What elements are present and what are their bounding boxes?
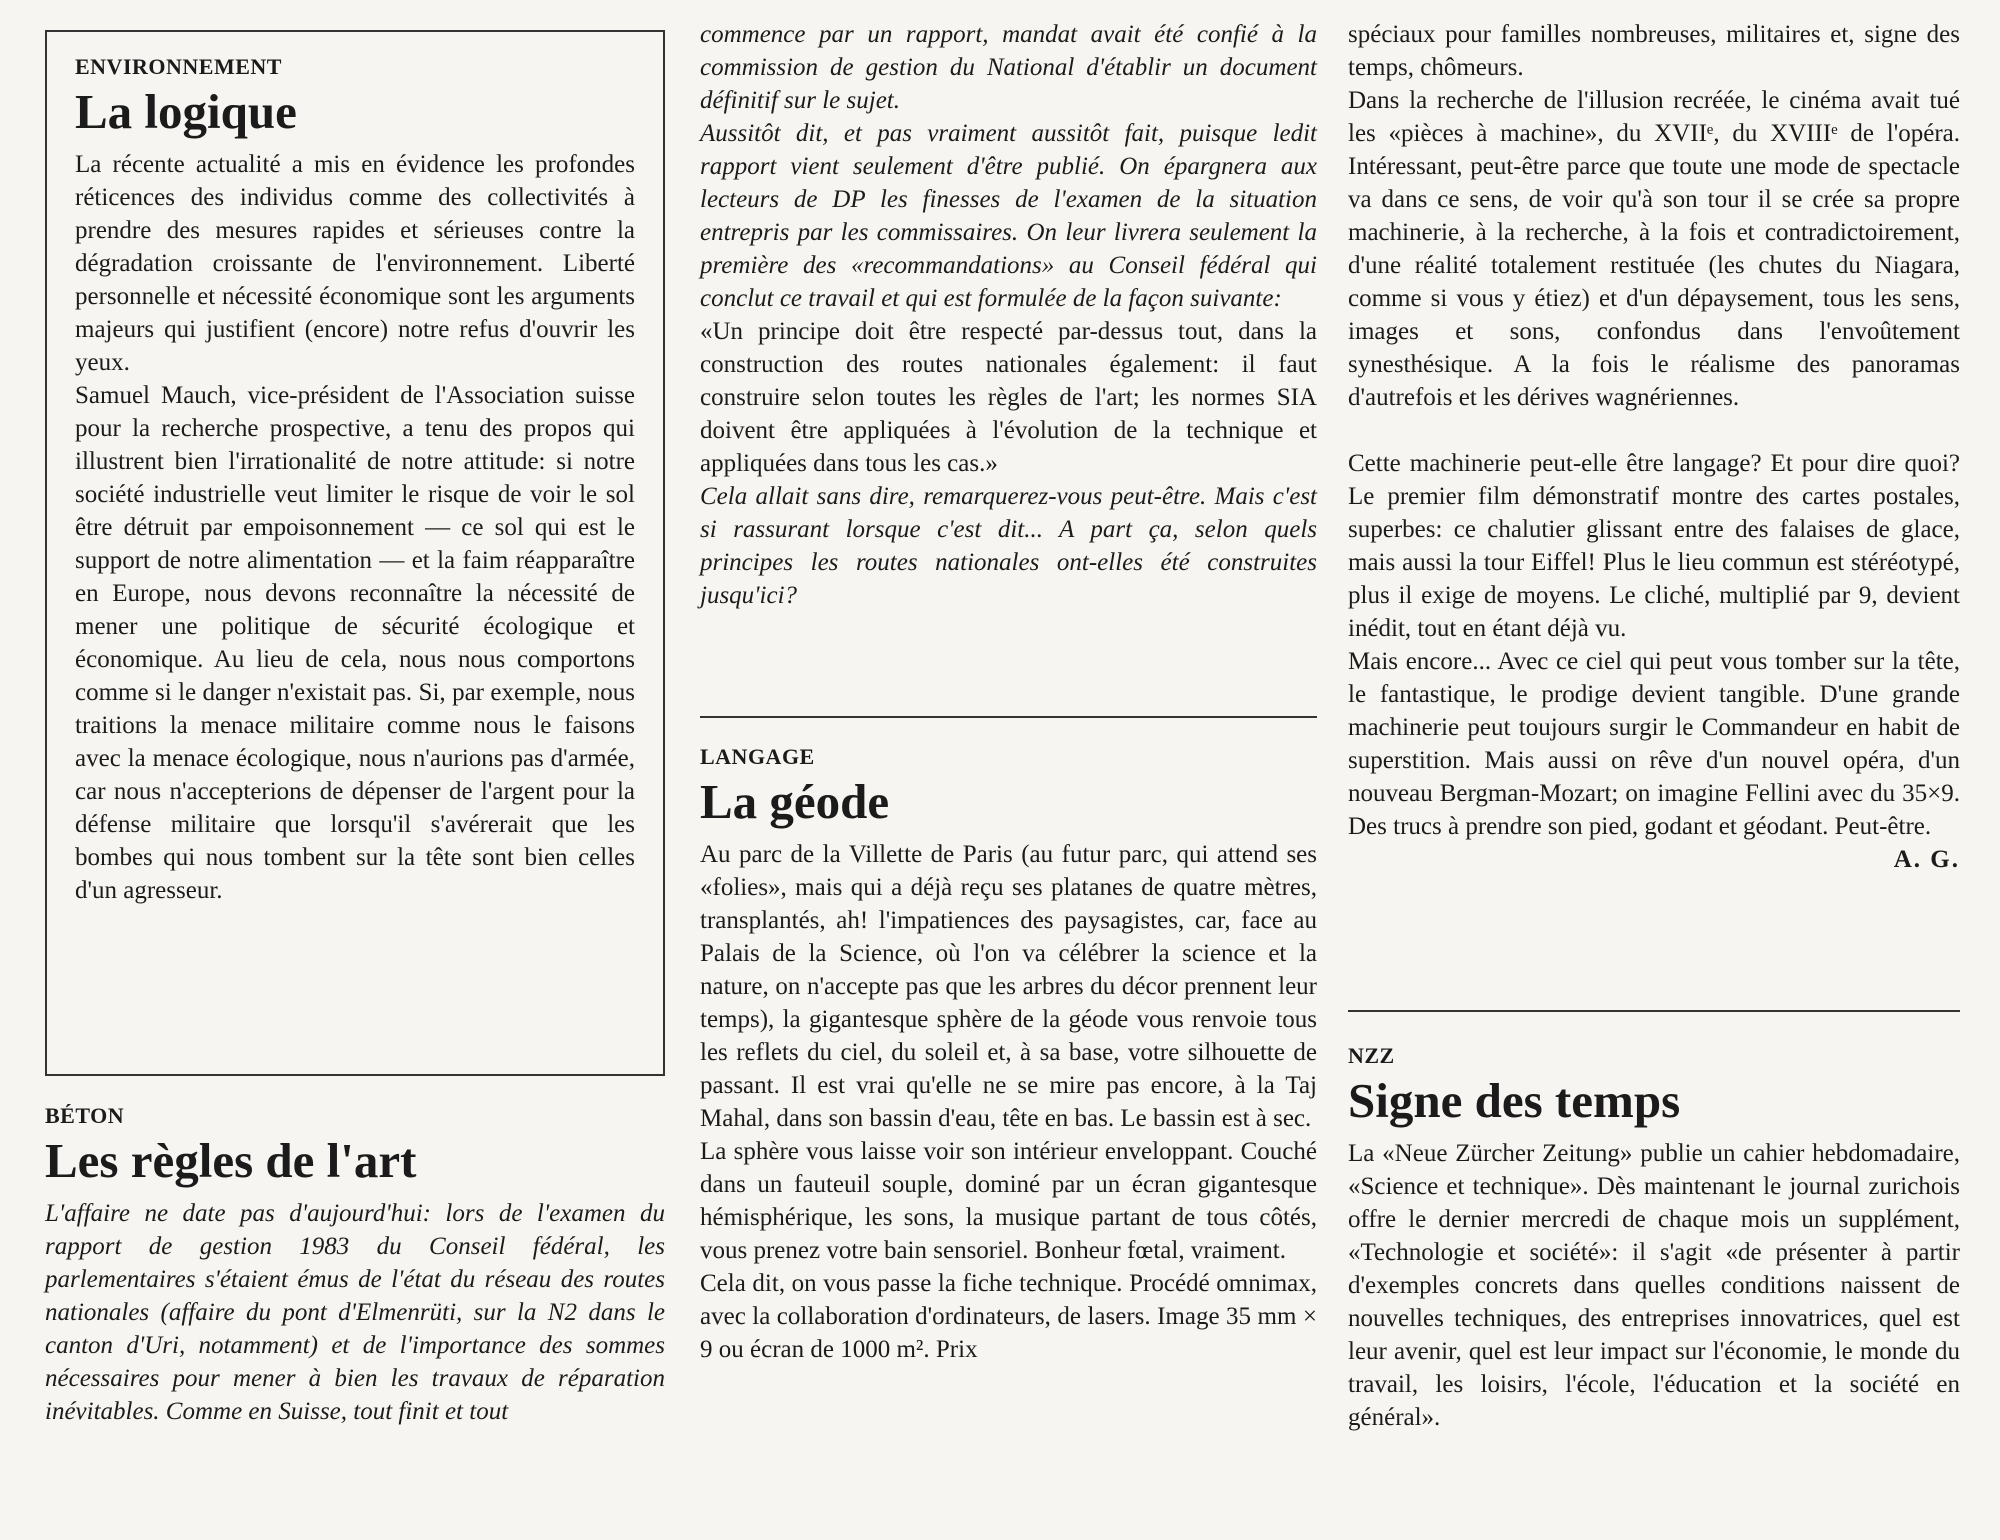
langage-body bbox=[700, 838, 1317, 1366]
langage-article bbox=[700, 744, 1317, 1366]
environnement-title: La logique bbox=[75, 84, 297, 139]
langage-title: La géode bbox=[700, 774, 890, 829]
environnement-paragraph-2: Samuel Mauch, vice-président de l'Association suisse pour la recherche prospective, a tenu des propos qui illustrent bien l'irrationalité de notre attitude: si notre société industrielle veut limiter le risque de voir le sol être détruit par empoisonnement — ce sol qui est le support de notre alimentation — et la faim réapparaître en Europe, nous devons reconnaître la nécessité de mener une politique de sécurité écologique et économique. Au lieu de cela, nous nous comportons comme si le danger n'existait pas. Si, par exemple, nous traitions la menace militaire comme nous le faisons avec la menace écologique, nous n'aurions pas d'armée, car nous n'accepterions de dépenser de l'argent pour la défense militaire que lorsqu'il s'avérerait que les bombes qui nous tombent sur la tête sont bien celles d'un agresseur. bbox=[75, 382, 635, 904]
langage-paragraph-2: La sphère vous laisse voir son intérieur enveloppant. Couché dans un fauteuil souple, dominé par un écran gigantesque hémisphérique, les sons, la musique partant de tous côtés, vous prenez votre bain sensoriel. Bonheur fœtal, vraiment. bbox=[700, 1138, 1317, 1264]
beton-continuation bbox=[700, 18, 1317, 612]
langage-kicker: LANGAGE bbox=[700, 744, 815, 769]
author-signature: A. G. bbox=[1893, 846, 1960, 873]
divider-rule bbox=[1348, 1010, 1960, 1012]
beton-italic-cont-1: commence par un rapport, mandat avait été confié à la commission de gestion du National d'établir un document définitif sur le sujet. bbox=[700, 21, 1317, 114]
langage-cont-paragraph-1: spéciaux pour familles nombreuses, militaires et, signe des temps, chômeurs. bbox=[1348, 21, 1960, 81]
divider-rule bbox=[700, 716, 1317, 718]
beton-kicker: BÉTON bbox=[45, 1103, 125, 1128]
environnement-kicker: ENVIRONNEMENT bbox=[75, 54, 282, 79]
langage-cont-paragraph-2: Dans la recherche de l'illusion recréée, le cinéma avait tué les «pièces à machine», du XVIIᵉ, du XVIIIᵉ de l'opéra. Intéressant, peut-être parce que toute une mode de spectacle va dans ce sens, de voir qu'à son tour il se crée sa propre machinerie, à la recherche, à la fois et contradictoirement, d'une réalité totalement restituée (les chutes du Niagara, comme si vous y étiez) et d'un dépaysement, tous les sens, images et sons, confondus dans l'envoûtement synesthésique. A la fois le réalisme des panoramas d'autrefois et les dérives wagnériennes. bbox=[1348, 87, 1960, 411]
beton-article bbox=[45, 1103, 665, 1428]
nzz-kicker: NZZ bbox=[1348, 1043, 1395, 1068]
environnement-body bbox=[75, 148, 635, 907]
langage-continuation bbox=[1348, 18, 1960, 876]
beton-title: Les règles de l'art bbox=[45, 1133, 417, 1188]
beton-intro: L'affaire ne date pas d'aujourd'hui: lors de l'examen du rapport de gestion 1983 du Conseil fédéral, les parlementaires s'étaient émus de l'état du réseau des routes nationales (affaire du pont d'Elmenrüti, sur la N2 dans le canton d'Uri, notamment) et de l'importance des sommes nécessaires pour mener à bien les travaux de réparation inévitables. Comme en Suisse, tout finit et tout bbox=[45, 1200, 665, 1425]
beton-quote: «Un principe doit être respecté par-dessus tout, dans la construction des routes nationales également: il faut construire selon toutes les règles de l'art; les normes SIA doivent être appliquées à l'évolution de la technique et appliquées dans tous les cas.» bbox=[700, 318, 1317, 477]
nzz-article bbox=[1348, 1043, 1960, 1434]
langage-cont-paragraph-4 bbox=[1348, 645, 1960, 873]
nzz-title: Signe des temps bbox=[1348, 1073, 1681, 1128]
langage-paragraph-1: Au parc de la Villette de Paris (au futur parc, qui attend ses «folies», mais qui a déjà reçu ses platanes de quatre mètres, transplantés, ah! l'impatiences des paysagistes, car, face au Palais de la Science, où l'on va célébrer la science et la nature, on n'accepte pas que les arbres du décor prennent leur temps), la gigantesque sphère de la géode vous renvoie tous les reflets du ciel, du soleil et, à sa base, votre silhouette de passant. Il est vrai qu'elle ne se mire pas encore, à la Taj Mahal, dans son bassin d'eau, tête en bas. Le bassin est à sec. bbox=[700, 841, 1317, 1132]
langage-cont-paragraph-4-text: Mais encore... Avec ce ciel qui peut vous tomber sur la tête, le fantastique, le prodige devient tangible. D'une grande machinerie peut toujours surgir le Commandeur en habit de superstition. Mais aussi on rêve d'un nouvel opéra, d'un nouveau Bergman-Mozart; on imagine Fellini avec du 35×9. Des trucs à prendre son pied, godant et géodant. Peut-être. bbox=[1348, 648, 1960, 840]
paragraph-gap bbox=[1348, 414, 1960, 447]
nzz-body: La «Neue Zürcher Zeitung» publie un cahier hebdomadaire, «Science et technique». Dès maintenant le journal zurichois offre le dernier mercredi de chaque mois un supplément, «Technologie et société»: il s'agit «de présenter à partir d'exemples concrets dans quelles conditions naissent de nouvelles techniques, des entreprises innovatrices, quel est leur avenir, quel est leur impact sur l'économie, le monde du travail, les loisirs, l'école, l'éducation et la société en général». bbox=[1348, 1140, 1960, 1431]
environnement-paragraph-1: La récente actualité a mis en évidence les profondes réticences des individus comme des collectivités à prendre des mesures rapides et sérieuses contre la dégradation croissante de l'environnement. Liberté personnelle et nécessité économique sont les arguments majeurs qui justifient (encore) notre refus d'ouvrir les yeux. bbox=[75, 151, 635, 376]
langage-paragraph-3: Cela dit, on vous passe la fiche technique. Procédé omnimax, avec la collaboration d'ordinateurs, de lasers. Image 35 mm × 9 ou écran de 1000 m². Prix bbox=[700, 1270, 1317, 1363]
beton-italic-close: Cela allait sans dire, remarquerez-vous peut-être. Mais c'est si rassurant lorsque c'est dit... A part ça, selon quels principes les routes nationales ont-elles été construites jusqu'ici? bbox=[700, 483, 1317, 609]
environnement-article-box bbox=[45, 30, 665, 1076]
beton-italic-cont-2: Aussitôt dit, et pas vraiment aussitôt fait, puisque ledit rapport vient seulement d'être publié. On épargnera aux lecteurs de DP les finesses de l'examen de la situation entrepris par les commissaires. On leur livrera seulement la première des «recommandations» au Conseil fédéral qui conclut ce travail et qui est formulée de la façon suivante: bbox=[700, 120, 1317, 312]
langage-cont-paragraph-3: Cette machinerie peut-elle être langage? Et pour dire quoi? Le premier film démonstratif montre des cartes postales, superbes: ce chalutier glissant entre des falaises de glace, mais aussi la tour Eiffel! Plus le lieu commun est stéréotypé, plus il exige de moyens. Le cliché, multiplié par 9, devient inédit, tout en étant déjà vu. bbox=[1348, 450, 1960, 642]
